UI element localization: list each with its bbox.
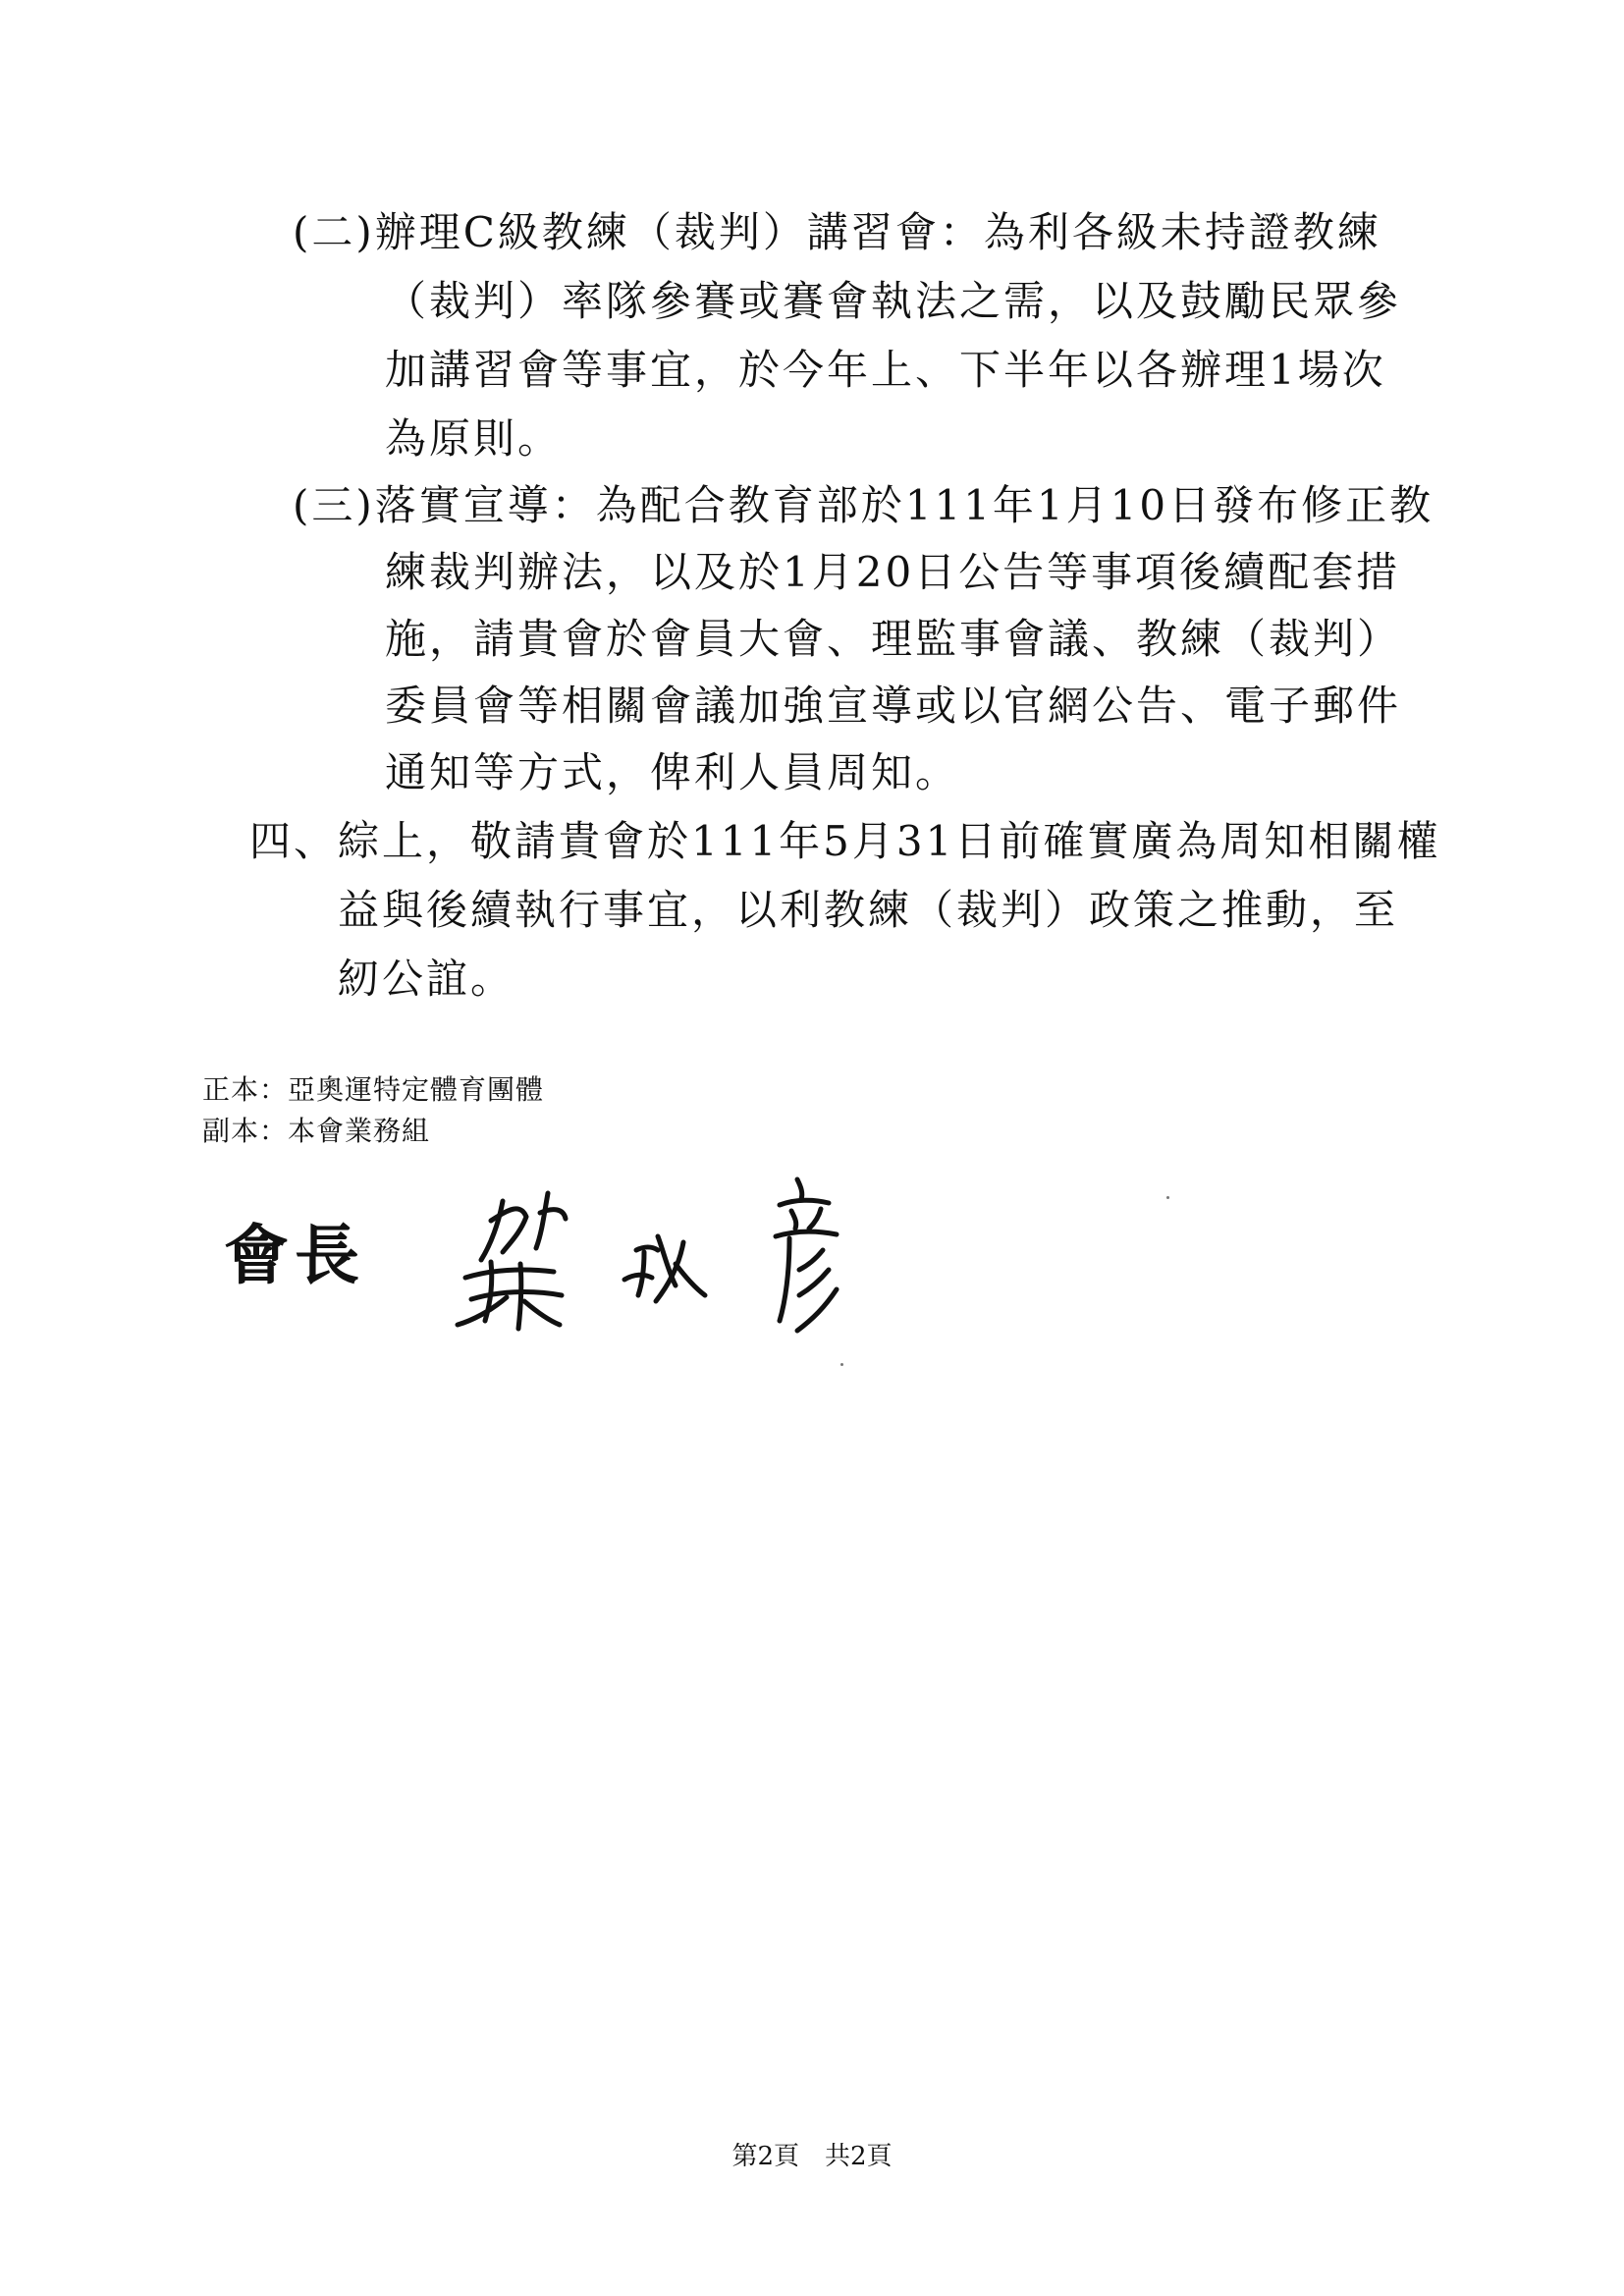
- page-footer: [0, 2141, 1624, 2172]
- original-recipient: 正本：亞奧運特定體育團體: [202, 1073, 545, 1106]
- item-3-line: 練裁判辦法，以及於1月20日公告等事項後續配套措: [385, 548, 1401, 596]
- signature-strokes: [452, 1174, 903, 1340]
- item-2-line: 為原則。: [385, 414, 563, 463]
- scan-speck: [840, 1363, 843, 1366]
- section-4-line: 四、綜上，敬請貴會於111年5月31日前確實廣為周知相關權: [249, 817, 1441, 865]
- handwritten-signature: [452, 1174, 903, 1340]
- signature-title: 會長: [224, 1217, 365, 1293]
- item-3-line: 委員會等相關會議加強宣導或以官網公告、電子郵件: [385, 682, 1402, 730]
- page-total: 共2頁: [825, 2142, 893, 2171]
- copy-recipient: 副本：本會業務組: [202, 1115, 431, 1147]
- item-3-line: 施，請貴會於會員大會、理監事會議、教練（裁判）: [385, 615, 1402, 663]
- page-number: 第2頁: [731, 2142, 799, 2171]
- item-3-line: 通知等方式，俾利人員周知。: [385, 748, 960, 796]
- item-2-line: （裁判）率隊參賽或賽會執法之需，以及鼓勵民眾參: [385, 277, 1402, 325]
- section-4-line: 益與後續執行事宜，以利教練（裁判）政策之推動，至: [338, 886, 1399, 934]
- item-2-line: (二)辦理C級教練（裁判）講習會：為利各級未持證教練: [293, 208, 1381, 256]
- scan-speck: [1166, 1196, 1169, 1199]
- section-4-line: 紉公誼。: [338, 955, 515, 1003]
- item-2-line: 加講習會等事宜，於今年上、下半年以各辦理1場次: [385, 346, 1386, 394]
- item-3-line: (三)落實宣導：為配合教育部於111年1月10日發布修正教: [293, 481, 1435, 529]
